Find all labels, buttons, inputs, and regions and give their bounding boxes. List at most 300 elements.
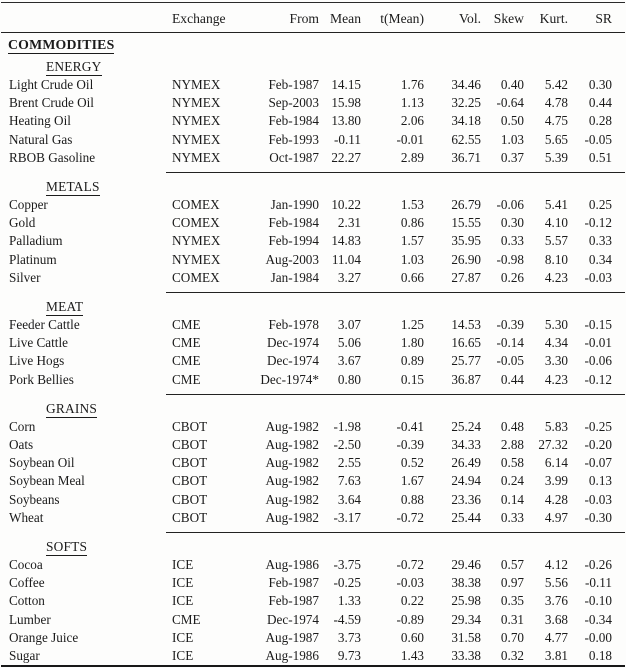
from-cell: Feb-1987 (268, 77, 319, 92)
commodity-cell: Brent Crude Oil (9, 95, 94, 111)
commodity-cell: Sugar (9, 648, 40, 664)
header-from: From (239, 3, 319, 33)
vol-cell: 25.98 (451, 593, 481, 609)
mean-cell: -3.17 (333, 509, 361, 525)
kurt-cell: 5.56 (544, 575, 568, 591)
vol-cell: 38.38 (451, 575, 481, 591)
section-separator-row (1, 287, 625, 296)
table-row (1, 352, 625, 370)
table-body (1, 33, 625, 666)
exchange-cell: ICE (172, 629, 194, 645)
header-t-mean: t(Mean) (361, 3, 424, 33)
kurt-cell: 3.99 (544, 473, 568, 489)
table-row (1, 269, 625, 287)
t-mean-cell: 0.89 (400, 353, 424, 369)
section-label-row (1, 536, 625, 556)
sr-cell: -0.34 (584, 611, 612, 627)
table-row (1, 509, 625, 527)
sr-cell: -0.11 (585, 575, 612, 591)
table-row (1, 334, 625, 352)
sr-cell: 0.30 (588, 77, 612, 92)
section-label-row (1, 398, 625, 418)
kurt-cell: 4.97 (544, 509, 568, 525)
section-label-cell (1, 56, 625, 76)
exchange-cell: NYMEX (172, 113, 221, 129)
t-mean-cell: 1.57 (400, 233, 424, 249)
separator-line (166, 292, 625, 293)
vol-cell: 16.65 (451, 335, 481, 351)
skew-cell: 0.40 (500, 77, 524, 92)
mean-cell: 15.98 (331, 95, 361, 111)
sr-cell: -0.05 (584, 131, 612, 147)
commodity-cell: Copper (9, 197, 48, 213)
vol-cell: 15.55 (451, 215, 481, 231)
section-label: SOFTS (46, 538, 88, 554)
section-label: MEAT (46, 298, 84, 314)
skew-cell: -0.39 (496, 317, 524, 333)
exchange-cell: CME (172, 317, 201, 333)
skew-cell: 0.24 (500, 473, 524, 489)
section-label-cell (1, 398, 625, 418)
header-vol: Vol. (424, 3, 481, 33)
vol-cell: 34.18 (451, 113, 481, 129)
sr-cell: 0.44 (588, 95, 612, 111)
section-label-cell (1, 296, 625, 316)
mean-cell: 3.27 (337, 269, 361, 285)
vol-cell: 35.95 (451, 233, 481, 249)
mean-cell: -4.59 (333, 611, 361, 627)
skew-cell: -0.64 (496, 95, 524, 111)
separator-line-cell (166, 287, 625, 296)
t-mean-cell: 1.03 (400, 251, 424, 267)
kurt-cell: 4.34 (544, 335, 568, 351)
table-row (1, 629, 625, 647)
sr-cell: 0.51 (588, 149, 612, 165)
mean-cell: -1.98 (333, 418, 361, 434)
skew-cell: 0.14 (500, 491, 524, 507)
sr-cell: 0.25 (588, 197, 612, 213)
t-mean-cell: 1.67 (400, 473, 424, 489)
vol-cell: 24.94 (451, 473, 481, 489)
exchange-cell: NYMEX (172, 95, 221, 111)
exchange-cell: ICE (172, 648, 194, 664)
from-cell: Aug-2003 (265, 251, 319, 267)
t-mean-cell: 0.15 (400, 371, 424, 387)
table-row (1, 251, 625, 269)
skew-cell: 0.50 (500, 113, 524, 129)
skew-cell: 0.58 (500, 455, 524, 471)
t-mean-cell: -0.72 (396, 557, 424, 573)
exchange-cell: ICE (172, 593, 194, 609)
from-cell: Feb-1987 (268, 575, 319, 591)
sr-cell: -0.20 (584, 437, 612, 453)
exchange-cell: CME (172, 371, 201, 387)
commodity-cell: Palladium (9, 233, 63, 249)
t-mean-cell: 0.88 (400, 491, 424, 507)
commodity-cell: Gold (9, 215, 36, 231)
exchange-cell: ICE (172, 557, 194, 573)
exchange-cell: CME (172, 611, 201, 627)
mean-cell: -3.75 (333, 557, 361, 573)
table-row (1, 131, 625, 149)
commodity-cell: Live Hogs (9, 353, 65, 369)
from-cell: Aug-1982 (265, 473, 319, 489)
separator-line-cell (166, 167, 625, 176)
mean-cell: 10.22 (331, 197, 361, 213)
from-cell: Feb-1984 (268, 113, 319, 129)
kurt-cell: 5.65 (544, 131, 568, 147)
vol-cell: 34.33 (451, 437, 481, 453)
commodity-cell: Soybean Meal (9, 473, 85, 489)
commodity-cell: Feeder Cattle (9, 317, 80, 333)
vol-cell: 26.79 (451, 197, 481, 213)
t-mean-cell: -0.72 (396, 509, 424, 525)
separator-line (166, 532, 625, 533)
table-row (1, 647, 625, 665)
t-mean-cell: -0.03 (396, 575, 424, 591)
exchange-cell: CME (172, 335, 201, 351)
table-row (1, 491, 625, 509)
sr-cell: -0.30 (584, 509, 612, 525)
t-mean-cell: 0.22 (400, 593, 424, 609)
table-header (1, 3, 625, 33)
from-cell: Jan-1990 (270, 197, 319, 213)
kurt-cell: 4.75 (544, 113, 568, 129)
vol-cell: 29.46 (451, 557, 481, 573)
skew-cell: 0.26 (500, 269, 524, 285)
sr-cell: -0.06 (584, 353, 612, 369)
commodity-cell: Cocoa (9, 557, 43, 573)
separator-indent-cell (1, 389, 166, 398)
commodity-cell: Corn (9, 418, 36, 434)
table-row (1, 436, 625, 454)
table-row (1, 196, 625, 214)
table-row (1, 76, 625, 94)
group-title: COMMODITIES (8, 37, 115, 53)
vol-cell: 25.24 (451, 418, 481, 434)
table-row (1, 94, 625, 112)
exchange-cell: CBOT (172, 473, 208, 489)
commodity-cell: Pork Bellies (9, 371, 74, 387)
sr-cell: -0.26 (584, 557, 612, 573)
sr-cell: -0.10 (584, 593, 612, 609)
mean-cell: 14.83 (331, 233, 361, 249)
skew-cell: 0.30 (500, 215, 524, 231)
section-separator-row (1, 389, 625, 398)
vol-cell: 14.53 (451, 317, 481, 333)
header-kurt: Kurt. (524, 3, 568, 33)
t-mean-cell: 1.76 (400, 77, 424, 92)
section-label: GRAINS (46, 400, 98, 416)
skew-cell: 2.88 (500, 437, 524, 453)
from-cell: Jan-1984 (270, 269, 319, 285)
mean-cell: 22.27 (331, 149, 361, 165)
mean-cell: -2.50 (333, 437, 361, 453)
mean-cell: 2.31 (337, 215, 361, 231)
sr-cell: -0.15 (584, 317, 612, 333)
commodity-cell: Soybeans (9, 491, 60, 507)
section-label-row (1, 176, 625, 196)
header-blank-cell (1, 3, 166, 33)
mean-cell: -0.11 (334, 131, 361, 147)
commodity-cell: Lumber (9, 611, 51, 627)
from-cell: Sep-2003 (268, 95, 319, 111)
table-row (1, 149, 625, 167)
header-exchange: Exchange (166, 3, 239, 33)
from-cell: Aug-1982 (265, 455, 319, 471)
commodity-cell: Silver (9, 269, 41, 285)
kurt-cell: 4.78 (544, 95, 568, 111)
kurt-cell: 6.14 (544, 455, 568, 471)
t-mean-cell: 0.52 (400, 455, 424, 471)
header-mean: Mean (319, 3, 361, 33)
skew-cell: 0.70 (500, 629, 524, 645)
exchange-cell: CBOT (172, 418, 208, 434)
vol-cell: 34.46 (451, 77, 481, 92)
exchange-cell: NYMEX (172, 251, 221, 267)
vol-cell: 27.87 (451, 269, 481, 285)
from-cell: Aug-1986 (265, 648, 319, 664)
table-row (1, 232, 625, 250)
from-cell: Dec-1974 (267, 335, 319, 351)
skew-cell: 0.97 (500, 575, 524, 591)
exchange-cell: NYMEX (172, 233, 221, 249)
sr-cell: -0.12 (584, 215, 612, 231)
skew-cell: 0.31 (500, 611, 524, 627)
kurt-cell: 3.30 (544, 353, 568, 369)
from-cell: Aug-1987 (265, 629, 319, 645)
sr-cell: -0.00 (584, 629, 612, 645)
vol-cell: 36.71 (451, 149, 481, 165)
kurt-cell: 4.23 (544, 371, 568, 387)
section-label-row (1, 56, 625, 76)
kurt-cell: 5.83 (544, 418, 568, 434)
sr-cell: 0.13 (588, 473, 612, 489)
table-row (1, 371, 625, 389)
commodity-cell: Oats (9, 437, 34, 453)
from-cell: Feb-1993 (268, 131, 319, 147)
table-row (1, 112, 625, 130)
kurt-cell: 4.12 (544, 557, 568, 573)
section-label: METALS (46, 178, 100, 194)
table-row (1, 574, 625, 592)
from-cell: Oct-1987 (269, 149, 319, 165)
separator-indent-cell (1, 167, 166, 176)
skew-cell: 0.35 (500, 593, 524, 609)
sr-cell: 0.33 (588, 233, 612, 249)
vol-cell: 26.90 (451, 251, 481, 267)
header-skew: Skew (481, 3, 524, 33)
skew-cell: 0.57 (500, 557, 524, 573)
commodity-cell: Light Crude Oil (9, 77, 94, 92)
t-mean-cell: 1.43 (400, 648, 424, 664)
separator-indent-cell (1, 287, 166, 296)
skew-cell: 0.33 (500, 233, 524, 249)
commodity-cell: Platinum (9, 251, 57, 267)
vol-cell: 25.77 (451, 353, 481, 369)
from-cell: Dec-1974 (267, 353, 319, 369)
section-label-cell (1, 536, 625, 556)
sr-cell: -0.03 (584, 491, 612, 507)
commodity-cell: Soybean Oil (9, 455, 75, 471)
from-cell: Dec-1974* (260, 371, 319, 387)
mean-cell: 0.80 (337, 371, 361, 387)
vol-cell: 23.36 (451, 491, 481, 507)
separator-line (166, 172, 625, 173)
mean-cell: 2.55 (337, 455, 361, 471)
exchange-cell: CBOT (172, 491, 208, 507)
commodity-cell: Wheat (9, 509, 44, 525)
mean-cell: 3.07 (337, 317, 361, 333)
commodity-cell: Coffee (9, 575, 45, 591)
vol-cell: 32.25 (451, 95, 481, 111)
commodity-cell: Natural Gas (9, 131, 73, 147)
table-row (1, 472, 625, 490)
exchange-cell: ICE (172, 575, 194, 591)
kurt-cell: 5.30 (544, 317, 568, 333)
vol-cell: 36.87 (451, 371, 481, 387)
mean-cell: 14.15 (331, 77, 361, 92)
mean-cell: 3.64 (337, 491, 361, 507)
mean-cell: 1.33 (337, 593, 361, 609)
kurt-cell: 5.39 (544, 149, 568, 165)
section-label-cell (1, 176, 625, 196)
table-row (1, 592, 625, 610)
header-row (1, 3, 625, 33)
vol-cell: 31.58 (451, 629, 481, 645)
table-row (1, 418, 625, 436)
t-mean-cell: 1.80 (400, 335, 424, 351)
summary-table-wrap (1, 2, 625, 665)
header-sr: SR (568, 3, 625, 33)
section-separator-row (1, 527, 625, 536)
sr-cell: 0.18 (588, 648, 612, 664)
t-mean-cell: 2.06 (400, 113, 424, 129)
skew-cell: 0.44 (500, 371, 524, 387)
from-cell: Aug-1982 (265, 437, 319, 453)
skew-cell: 0.33 (500, 509, 524, 525)
vol-cell: 25.44 (451, 509, 481, 525)
mean-cell: 7.63 (337, 473, 361, 489)
t-mean-cell: -0.01 (396, 131, 424, 147)
from-cell: Feb-1984 (268, 215, 319, 231)
separator-indent-cell (1, 527, 166, 536)
vol-cell: 29.34 (451, 611, 481, 627)
table-row (1, 214, 625, 232)
separator-line-cell (166, 389, 625, 398)
sr-cell: -0.25 (584, 418, 612, 434)
skew-cell: 0.32 (500, 648, 524, 664)
commodity-cell: Cotton (9, 593, 45, 609)
commodity-cell: Live Cattle (9, 335, 68, 351)
table-row (1, 454, 625, 472)
commodity-cell: RBOB Gasoline (9, 149, 96, 165)
from-cell: Aug-1986 (265, 557, 319, 573)
mean-cell: 9.73 (337, 648, 361, 664)
t-mean-cell: 0.60 (400, 629, 424, 645)
t-mean-cell: 0.66 (400, 269, 424, 285)
from-cell: Dec-1974 (267, 611, 319, 627)
table-bottom-rule (1, 665, 625, 667)
group-title-cell (1, 33, 625, 57)
commodities-summary-table (1, 3, 625, 665)
sr-cell: -0.01 (584, 335, 612, 351)
exchange-cell: NYMEX (172, 149, 221, 165)
kurt-cell: 4.77 (544, 629, 568, 645)
skew-cell: -0.14 (496, 335, 524, 351)
exchange-cell: COMEX (172, 269, 220, 285)
from-cell: Aug-1982 (265, 509, 319, 525)
section-label-row (1, 296, 625, 316)
table-row (1, 316, 625, 334)
kurt-cell: 4.10 (544, 215, 568, 231)
exchange-cell: COMEX (172, 215, 220, 231)
separator-line-cell (166, 527, 625, 536)
kurt-cell: 3.76 (544, 593, 568, 609)
from-cell: Aug-1982 (265, 491, 319, 507)
exchange-cell: NYMEX (172, 77, 221, 92)
table-row (1, 611, 625, 629)
table-row (1, 556, 625, 574)
t-mean-cell: 0.86 (400, 215, 424, 231)
sr-cell: -0.12 (584, 371, 612, 387)
kurt-cell: 4.23 (544, 269, 568, 285)
group-title-row (1, 33, 625, 57)
exchange-cell: NYMEX (172, 131, 221, 147)
t-mean-cell: -0.89 (396, 611, 424, 627)
skew-cell: 0.37 (500, 149, 524, 165)
mean-cell: -0.25 (333, 575, 361, 591)
skew-cell: -0.98 (496, 251, 524, 267)
vol-cell: 33.38 (451, 648, 481, 664)
mean-cell: 3.67 (337, 353, 361, 369)
sr-cell: -0.07 (584, 455, 612, 471)
exchange-cell: CBOT (172, 455, 208, 471)
section-label: ENERGY (46, 58, 102, 74)
exchange-cell: COMEX (172, 197, 220, 213)
mean-cell: 13.80 (331, 113, 361, 129)
from-cell: Feb-1987 (268, 593, 319, 609)
t-mean-cell: -0.41 (396, 418, 424, 434)
sr-cell: -0.03 (584, 269, 612, 285)
section-separator-row (1, 167, 625, 176)
exchange-cell: CBOT (172, 437, 208, 453)
kurt-cell: 27.32 (538, 437, 568, 453)
kurt-cell: 5.57 (544, 233, 568, 249)
from-cell: Feb-1978 (268, 317, 319, 333)
commodity-cell: Heating Oil (9, 113, 71, 129)
kurt-cell: 5.42 (544, 77, 568, 92)
vol-cell: 62.55 (451, 131, 481, 147)
kurt-cell: 4.28 (544, 491, 568, 507)
exchange-cell: CBOT (172, 509, 208, 525)
t-mean-cell: -0.39 (396, 437, 424, 453)
kurt-cell: 5.41 (544, 197, 568, 213)
sr-cell: 0.34 (588, 251, 612, 267)
t-mean-cell: 2.89 (400, 149, 424, 165)
skew-cell: 1.03 (500, 131, 524, 147)
kurt-cell: 3.81 (544, 648, 568, 664)
commodity-cell: Orange Juice (9, 629, 79, 645)
exchange-cell: CME (172, 353, 201, 369)
from-cell: Feb-1994 (268, 233, 319, 249)
kurt-cell: 8.10 (544, 251, 568, 267)
t-mean-cell: 1.13 (400, 95, 424, 111)
mean-cell: 5.06 (337, 335, 361, 351)
mean-cell: 3.73 (337, 629, 361, 645)
t-mean-cell: 1.25 (400, 317, 424, 333)
separator-line (166, 394, 625, 395)
